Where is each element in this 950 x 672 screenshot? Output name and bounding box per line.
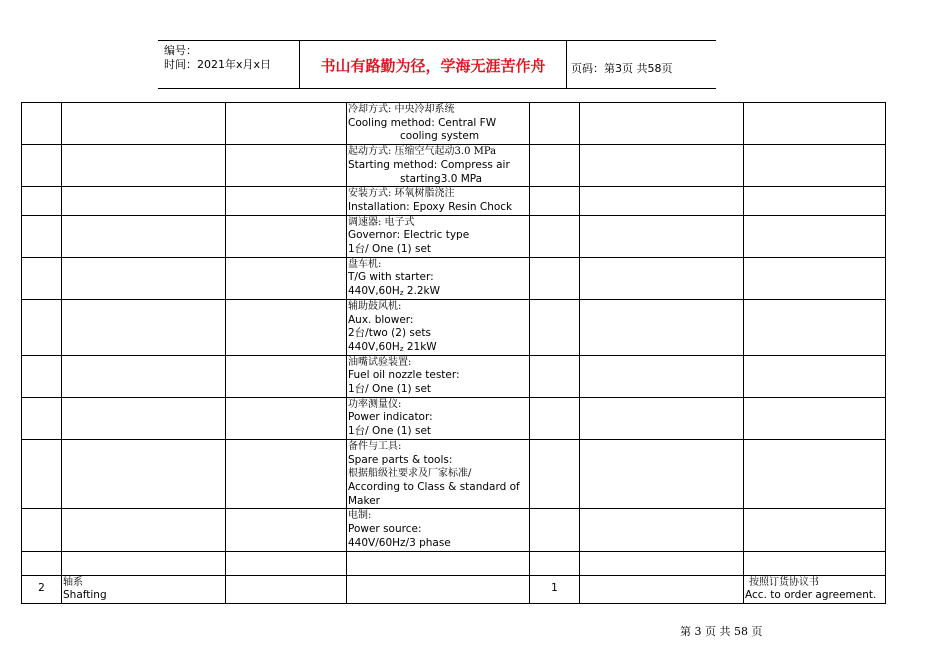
- spec-line: Cooling method: Central FW: [348, 116, 497, 129]
- table-row: [22, 355, 886, 397]
- spec-line: 安装方式: 环氧树脂浇注: [348, 188, 455, 200]
- table-row: [22, 439, 886, 509]
- spec-cell: [347, 215, 530, 257]
- spec-line: Maker: [348, 494, 380, 507]
- spec-line: Installation: Epoxy Resin Chock: [348, 200, 513, 213]
- item-name: [62, 575, 226, 603]
- spec-line: 电制:: [348, 510, 372, 522]
- spec-line: 起动方式: 压缩空气起动3.0 MPa: [348, 146, 497, 158]
- table-row: [22, 215, 886, 257]
- spec-line: 功率测量仪:: [348, 398, 402, 410]
- spec-cell: [347, 257, 530, 299]
- table-row: [22, 257, 886, 299]
- spec-cell: [347, 397, 530, 439]
- table-row: [22, 187, 886, 215]
- spec-line: 1台/ One (1) set: [348, 425, 432, 438]
- spec-line: 油嘴试验装置:: [348, 356, 412, 368]
- spec-line: $440V,60H_z$ 21kW: [348, 340, 437, 353]
- spec-line: According to Class & standard of: [348, 480, 520, 493]
- spec-line: 根据船级社要求及厂家标准/: [348, 468, 472, 480]
- spec-line: Power indicator:: [348, 411, 433, 424]
- spec-cell: [347, 187, 530, 215]
- spec-line: 1台/ One (1) set: [348, 243, 432, 256]
- spec-line: cooling system: [400, 130, 480, 143]
- spec-line: Governor: Electric type: [348, 229, 470, 242]
- spec-line: Fuel oil nozzle tester:: [348, 369, 460, 382]
- table-row: [22, 103, 886, 145]
- item-remark-en: Acc. to order agreement.: [745, 589, 877, 602]
- item-remark: [744, 575, 886, 603]
- table-row: [22, 299, 886, 355]
- spec-line: Starting method: Compress air: [348, 158, 510, 171]
- spec-cell: [347, 299, 530, 355]
- spec-cell: [347, 103, 530, 145]
- item-quantity: 1: [530, 575, 580, 603]
- spec-line: 盘车机:: [348, 258, 382, 270]
- spec-cell: [347, 439, 530, 509]
- spec-line: Aux. blower:: [348, 313, 414, 326]
- table-row-empty: [22, 551, 886, 575]
- document-code-label: 编号：: [164, 44, 197, 57]
- spec-line: starting3.0 MPa: [400, 172, 483, 185]
- header-divider-right: [566, 40, 567, 88]
- page-footer: 第 3 页 共 58 页: [680, 625, 763, 638]
- table-row: [22, 397, 886, 439]
- item-remark-zh: 按照订货协议书: [749, 576, 819, 588]
- spec-cell: [347, 355, 530, 397]
- header-page-number: 页码：第3页 共58页: [571, 62, 673, 75]
- table-row: [22, 145, 886, 187]
- document-time-label: 时间：2021年x月x日: [164, 58, 272, 71]
- equipment-spec-table: [21, 102, 886, 604]
- spec-line: 调速器: 电子式: [348, 216, 415, 228]
- table-row-shafting: [22, 575, 886, 603]
- table-row: [22, 509, 886, 551]
- header-top-rule: [158, 40, 716, 41]
- spec-line: 备件与工具:: [348, 440, 402, 452]
- spec-line: 冷却方式: 中央冷却系统: [348, 104, 455, 115]
- spec-cell: [347, 509, 530, 551]
- spec-cell: [347, 145, 530, 187]
- item-number: 2: [22, 575, 62, 603]
- spec-line: 1台/ One (1) set: [348, 383, 432, 396]
- header-bottom-rule: [158, 88, 716, 89]
- spec-line: 辅助鼓风机:: [348, 300, 402, 312]
- spec-line: 2台/two (2) sets: [348, 327, 431, 340]
- spec-line: $440V,60H_z$ 2.2kW: [348, 285, 441, 298]
- spec-line: 440V/60Hz/3 phase: [348, 536, 451, 549]
- item-name-en: Shafting: [63, 589, 107, 602]
- header-motto: 书山有路勤为径，学海无涯苦作舟: [320, 57, 546, 75]
- spec-line: T/G with starter:: [348, 271, 434, 284]
- spec-line: Power source:: [348, 523, 422, 536]
- item-name-zh: 轴系: [63, 576, 83, 588]
- spec-line: Spare parts & tools:: [348, 453, 453, 466]
